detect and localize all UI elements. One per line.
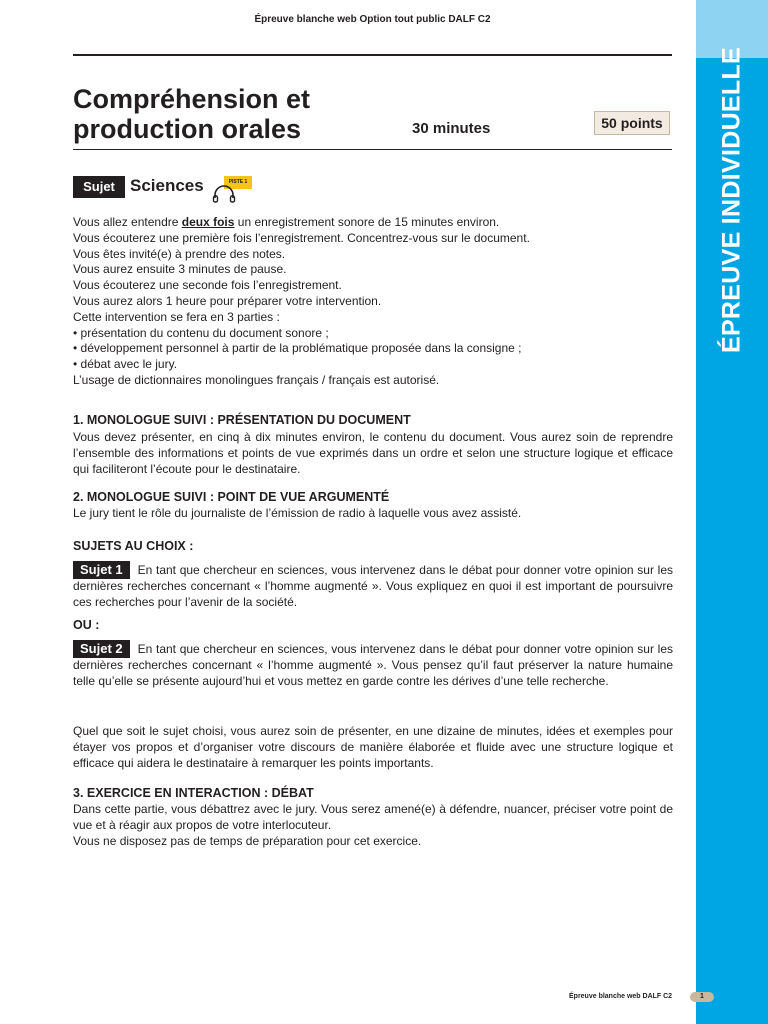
headphones-icon <box>212 185 236 203</box>
sujet-1-block <box>73 561 673 610</box>
closing-paragraph: Quel que soit le sujet choisi, vous aurez soin de présenter, en une dizaine de minutes, idées et exemples pour étayer vos propos et d’organiser votre discours de manière élaborée et fluide avec une structure logique et efficace qui aidera le destinataire à remarquer les points importants. <box>73 724 673 770</box>
sidebar-title: ÉPREUVE INDIVIDUELLE <box>717 46 746 354</box>
points-badge: 50 points <box>594 111 670 135</box>
section-3-text <box>73 802 673 849</box>
instruction-line: Vous êtes invité(e) à prendre des notes. <box>73 246 286 261</box>
page-header: Épreuve blanche web Option tout public DALF C2 <box>254 14 491 25</box>
section-3-title: 3. EXERCICE EN INTERACTION : DÉBAT <box>73 786 314 800</box>
section-3-line-1: Dans cette partie, vous débattrez avec le jury. Vous serez amené(e) à défendre, nuancer, préciser votre point de vue et à réagir aux propos de votre interlocuteur. <box>73 802 673 832</box>
or-label: OU : <box>73 618 100 632</box>
footer-text: Épreuve blanche web DALF C2 <box>569 993 673 1000</box>
subject-title: Sciences <box>130 176 204 195</box>
title-line-2: production orales <box>73 114 302 144</box>
page-title <box>73 84 310 144</box>
sujet-label: Sujet <box>73 176 125 198</box>
instruction-line: Vous aurez alors 1 heure pour préparer votre intervention. <box>73 293 382 308</box>
section-3-line-2: Vous ne disposez pas de temps de préparation pour cet exercice. <box>73 833 422 848</box>
section-1-title: 1. MONOLOGUE SUIVI : PRÉSENTATION DU DOCUMENT <box>73 413 411 427</box>
section-2-text: Le jury tient le rôle du journaliste de l’émission de radio à laquelle vous avez assisté. <box>73 506 522 520</box>
instruction-line: • développement personnel à partir de la problématique proposée dans la consigne ; <box>73 341 522 356</box>
instruction-line: • débat avec le jury. <box>73 357 178 372</box>
sujet-2-tag: Sujet 2 <box>73 640 130 658</box>
header-rule <box>73 54 672 56</box>
sidebar-band <box>696 0 768 1024</box>
instruction-line: Vous allez entendre deux fois un enregistrement sonore de 15 minutes environ. <box>73 215 500 229</box>
title-rule <box>73 149 672 150</box>
section-1-text: Vous devez présenter, en cinq à dix minutes environ, le contenu du document. Vous aurez soin de reprendre l’ensemble des informations et points de vue exprimés dans un ordre et selon une structure logique et efficace qui faciliteront l’écoute pour le destinataire. <box>73 430 673 476</box>
instruction-line: • présentation du contenu du document sonore ; <box>73 325 329 340</box>
title-line-1: Compréhension et <box>73 84 311 114</box>
choices-title: SUJETS AU CHOIX : <box>73 539 194 553</box>
instruction-line: Vous écouterez une première fois l’enregistrement. Concentrez-vous sur le document. <box>73 230 530 245</box>
section-2-title: 2. MONOLOGUE SUIVI : POINT DE VUE ARGUMENTÉ <box>73 490 390 504</box>
instruction-line: Cette intervention se fera en 3 parties : <box>73 309 280 324</box>
instructions <box>73 215 673 389</box>
instruction-line: Vous aurez ensuite 3 minutes de pause. <box>73 262 287 277</box>
instruction-line: L’usage de dictionnaires monolingues français / français est autorisé. <box>73 372 440 387</box>
sujet-2-block <box>73 640 673 689</box>
emphasis-deux-fois: deux fois <box>181 215 235 229</box>
sujet-1-tag: Sujet 1 <box>73 561 130 579</box>
sujet-1-text: En tant que chercheur en sciences, vous intervenez dans le débat pour donner votre opinion sur les dernières recherches concernant « l’homme augmenté ». Vous expliquez en quoi il est important de poursuivre ces recherches pour l’avenir de la société. <box>73 563 673 609</box>
duration: 30 minutes <box>412 120 491 137</box>
page-number: 1 <box>690 992 714 1002</box>
piste-badge: PISTE 1 <box>224 176 252 189</box>
instruction-line: Vous écouterez une seconde fois l’enregistrement. <box>73 278 342 293</box>
sujet-2-text: En tant que chercheur en sciences, vous intervenez dans le débat pour donner votre opinion sur les dernières recherches concernant « l’homme augmenté ». Vous pensez qu’il faut préserver la nature humaine telle qu’elle se présente aujourd’hui et vous mettez en garde contre les dérives d’une telle recherche. <box>73 642 673 688</box>
